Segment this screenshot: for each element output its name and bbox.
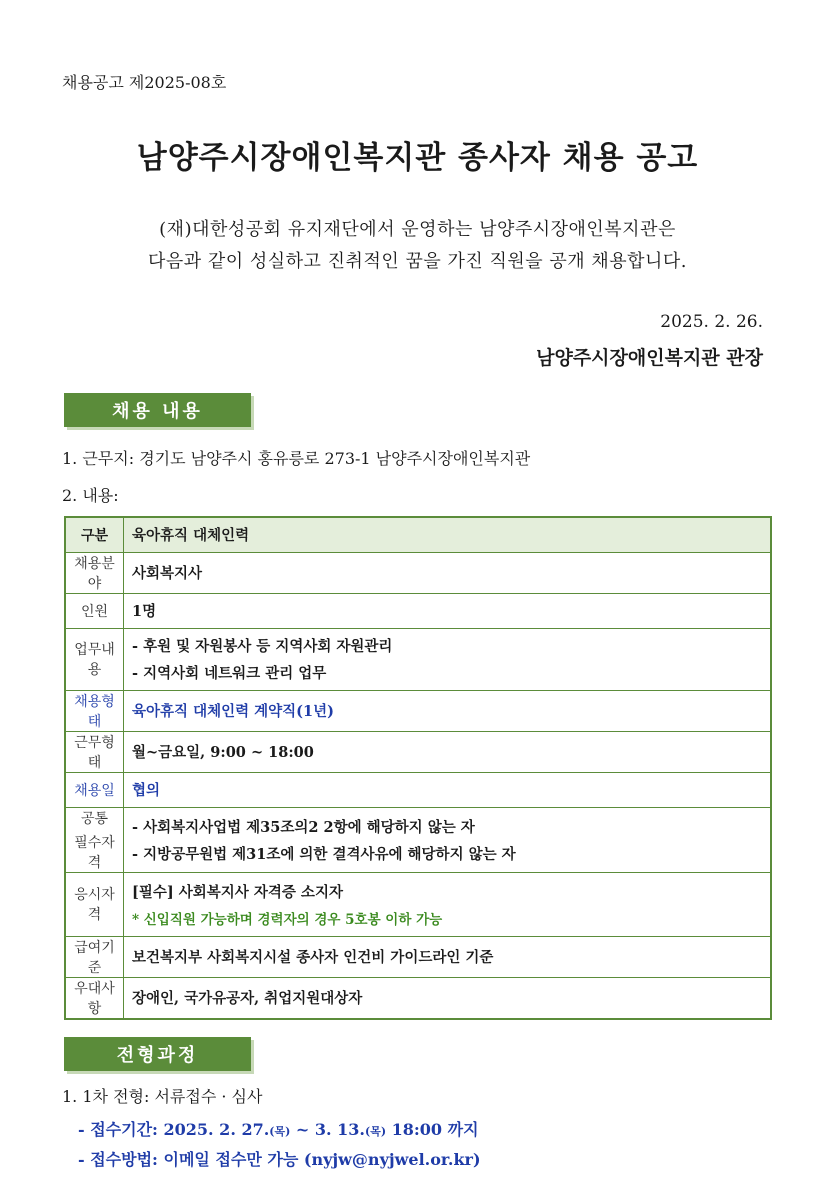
period-day-1: (목) [269,1125,291,1138]
process-step-1: 1. 1차 전형: 서류접수 · 심사 [62,1087,263,1106]
eligibility-line-1: [필수] 사회복지사 자격증 소지자 [132,883,343,901]
qualification-line-1: - 사회복지사업법 제35조의2 2항에 해당하지 않는 자 [132,818,475,836]
table-row [65,628,771,690]
row-label: 우대사항 [65,977,124,1019]
section-title-recruitment: 채용 내용 [64,393,251,427]
notice-date: 2025. 2. 26. [660,312,763,332]
row-value [124,872,772,936]
page-title: 남양주시장애인복지관 종사자 채용 공고 [136,140,699,176]
duty-line-1: - 후원 및 자원봉사 등 지역사회 자원관리 [132,638,393,655]
table-row [65,977,771,1019]
row-label [65,807,124,872]
row-label: 업무내용 [65,628,124,690]
table-row [65,807,771,872]
row-value: 장애인, 국가유공자, 취업지원대상자 [124,977,772,1019]
period-middle: ~ 3. 13. [290,1120,365,1139]
row-value: 월~금요일, 9:00 ~ 18:00 [124,731,772,772]
application-period [78,1117,479,1140]
row-label: 채용일 [65,772,124,807]
table-header-value: 육아휴직 대체인력 [124,517,772,552]
recruitment-table [64,516,772,1020]
table-header-label: 구분 [65,517,124,552]
row-label: 급여기준 [65,936,124,977]
workplace-line: 1. 근무지: 경기도 남양주시 홍유릉로 273-1 남양주시장애인복지관 [62,449,531,468]
table-row [65,690,771,731]
signer: 남양주시장애인복지관 관장 [536,347,763,369]
section-title-process: 전형과정 [64,1037,251,1071]
row-value: 보건복지부 사회복지시설 종사자 인건비 가이드라인 기준 [124,936,772,977]
table-row [65,731,771,772]
content-label: 2. 내용: [62,486,119,505]
period-prefix: - 접수기간: 2025. 2. 27. [78,1120,270,1139]
intro-paragraph [0,214,835,278]
intro-line-2: 다음과 같이 성실하고 진취적인 꿈을 가진 직원을 공개 채용합니다. [148,251,687,272]
row-value: 협의 [124,772,772,807]
intro-line-1: (재)대한성공회 유지재단에서 운영하는 남양주시장애인복지관은 [159,219,676,240]
application-method: - 접수방법: 이메일 접수만 가능 (nyjw@nyjwel.or.kr) [78,1150,481,1169]
table-header-row [65,517,771,552]
row-label-line-1: 공통 [80,810,109,827]
table-row [65,593,771,628]
row-label: 근무형태 [65,731,124,772]
row-value: 육아휴직 대체인력 계약직(1년) [124,690,772,731]
row-label: 채용형태 [65,690,124,731]
qualification-line-2: - 지방공무원법 제31조에 의한 결격사유에 해당하지 않는 자 [132,845,516,863]
row-value [124,628,772,690]
period-day-2: (목) [365,1125,387,1138]
table-row [65,552,771,593]
table-row [65,772,771,807]
row-value: 1명 [124,593,772,628]
eligibility-note: * 신입직원 가능하며 경력자의 경우 5호봉 이하 가능 [132,911,443,928]
row-value [124,807,772,872]
duty-line-2: - 지역사회 네트워크 관리 업무 [132,665,327,682]
notice-number: 채용공고 제2025-08호 [62,73,227,92]
row-label: 응시자격 [65,872,124,936]
row-value: 사회복지사 [124,552,772,593]
row-label: 채용분야 [65,552,124,593]
row-label: 인원 [65,593,124,628]
table-row [65,936,771,977]
period-suffix: 18:00 까지 [386,1120,479,1139]
table-row [65,872,771,936]
row-label-line-2: 필수자격 [74,834,115,871]
